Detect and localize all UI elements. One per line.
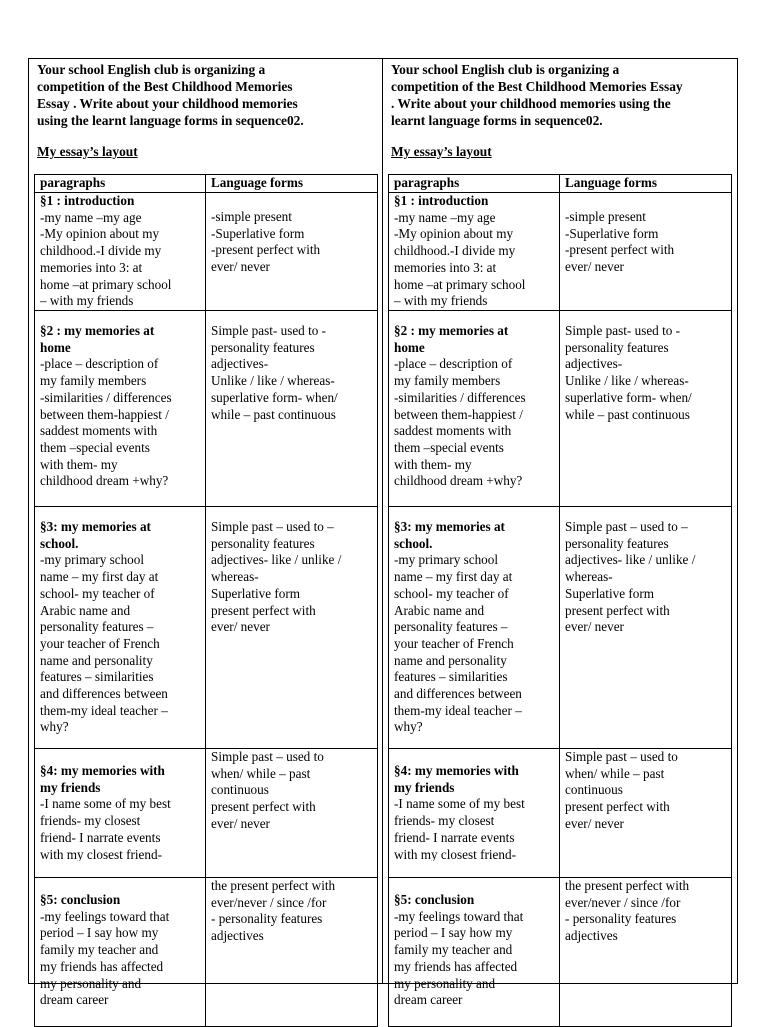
header-language-forms: Language forms: [560, 175, 732, 193]
language-forms-cell: [206, 311, 378, 507]
table-row: [389, 311, 732, 507]
language-forms-cell: [560, 749, 732, 878]
paragraph-cell: [35, 507, 206, 749]
paragraph-cell: [389, 193, 560, 311]
section-content: -my primary school name – my first day at school- my teacher of Arabic name and personality features – your teacher of French name and personality features – similarities and differences between them-my ideal teacher – why?: [40, 552, 168, 735]
language-forms-text: Simple past – used to – personality features adjectives- like / unlike / whereas- Superlative form present perfect with ever/ never: [211, 519, 342, 635]
section-title: §3: my memories at school.: [40, 519, 151, 551]
task-prompt: Your school English club is organizing a competition of the Best Childhood Memories Essay . Write about your childhood memories using the learnt language forms in sequence02.: [391, 62, 683, 128]
section-content: -place – description of my family members -similarities / differences between them-happiest / saddest moments with them –special events with them- my childhood dream +why?: [40, 356, 172, 489]
section-content: -my feelings toward that period – I say how my family my teacher and my friends has affected my personality and dream career: [394, 908, 524, 1008]
paragraph-cell: [35, 878, 206, 1027]
table-row: [35, 193, 378, 311]
header-language-forms: Language forms: [206, 175, 378, 193]
table-row: [35, 507, 378, 749]
paragraph-cell: [389, 878, 560, 1027]
section-title: §1 : introduction: [40, 193, 135, 208]
section-content: -my primary school name – my first day at school- my teacher of Arabic name and personality features – your teacher of French name and personality features – similarities and differences between them-my ideal teacher – why?: [394, 552, 522, 735]
language-forms-text: Simple past- used to - personality features adjectives- Unlike / like / whereas- superlative form- when/ while – past continuous: [565, 323, 692, 422]
section-title: §4: my memories with my friends: [394, 763, 519, 795]
section-content: -place – description of my family members -similarities / differences between them-happiest / saddest moments with them –special events with them- my childhood dream +why?: [394, 356, 526, 489]
language-forms-text: Simple past- used to - personality features adjectives- Unlike / like / whereas- superlative form- when/ while – past continuous: [211, 323, 338, 422]
table-row: [389, 878, 732, 1027]
table-row: [35, 311, 378, 507]
essay-plan-table: [388, 174, 732, 1027]
language-forms-cell: [560, 193, 732, 311]
header-paragraphs: paragraphs: [389, 175, 560, 193]
essay-plan-table: [34, 174, 378, 1027]
language-forms-text: the present perfect with ever/never / since /for - personality features adjectives: [211, 878, 336, 944]
column-divider: [382, 58, 383, 984]
language-forms-text: Simple past – used to when/ while – past continuous present perfect with ever/ never: [565, 749, 678, 831]
section-content: -I name some of my best friends- my closest friend- I narrate events with my closest friend-: [40, 796, 171, 861]
language-forms-text: the present perfect with ever/never / since /for - personality features adjectives: [565, 878, 690, 944]
paragraph-cell: [35, 193, 206, 311]
section-title: §2 : my memories at home: [40, 323, 155, 355]
table-row: [35, 878, 378, 1027]
language-forms-text: Simple past – used to when/ while – past continuous present perfect with ever/ never: [211, 749, 324, 831]
table-row: [389, 749, 732, 878]
task-prompt: Your school English club is organizing a competition of the Best Childhood Memories Essay . Write about your childhood memories using the learnt language forms in sequence02.: [37, 62, 304, 128]
table-row: [389, 507, 732, 749]
section-title: §1 : introduction: [394, 193, 489, 208]
paragraph-cell: [35, 749, 206, 878]
language-forms-cell: [206, 878, 378, 1027]
layout-heading: My essay’s layout: [391, 144, 492, 159]
section-title: §2 : my memories at home: [394, 323, 509, 355]
table-row: [389, 193, 732, 311]
language-forms-text: Simple past – used to – personality features adjectives- like / unlike / whereas- Superlative form present perfect with ever/ never: [565, 519, 696, 635]
language-forms-cell: [206, 507, 378, 749]
paragraph-cell: [389, 311, 560, 507]
section-title: §4: my memories with my friends: [40, 763, 165, 795]
language-forms-cell: [560, 507, 732, 749]
language-forms-cell: [560, 311, 732, 507]
layout-heading: My essay’s layout: [37, 144, 138, 159]
section-content: -my name –my age -My opinion about my childhood.-I divide my memories into 3: at home –at primary school – with my friends: [394, 209, 526, 309]
table-header-row: [389, 175, 732, 193]
section-content: -my name –my age -My opinion about my childhood.-I divide my memories into 3: at home –at primary school – with my friends: [40, 209, 172, 309]
section-title: §5: conclusion: [394, 892, 475, 907]
language-forms-cell: [206, 749, 378, 878]
language-forms-cell: [206, 193, 378, 311]
table-header-row: [35, 175, 378, 193]
paragraph-cell: [389, 749, 560, 878]
section-title: §5: conclusion: [40, 892, 121, 907]
language-forms-cell: [560, 878, 732, 1027]
paragraph-cell: [389, 507, 560, 749]
section-content: -I name some of my best friends- my closest friend- I narrate events with my closest friend-: [394, 796, 525, 861]
header-paragraphs: paragraphs: [35, 175, 206, 193]
table-row: [35, 749, 378, 878]
language-forms-text: -simple present -Superlative form -present perfect with ever/ never: [565, 209, 675, 275]
section-title: §3: my memories at school.: [394, 519, 505, 551]
language-forms-text: -simple present -Superlative form -present perfect with ever/ never: [211, 209, 321, 275]
section-content: -my feelings toward that period – I say how my family my teacher and my friends has affected my personality and dream career: [40, 908, 170, 1008]
paragraph-cell: [35, 311, 206, 507]
